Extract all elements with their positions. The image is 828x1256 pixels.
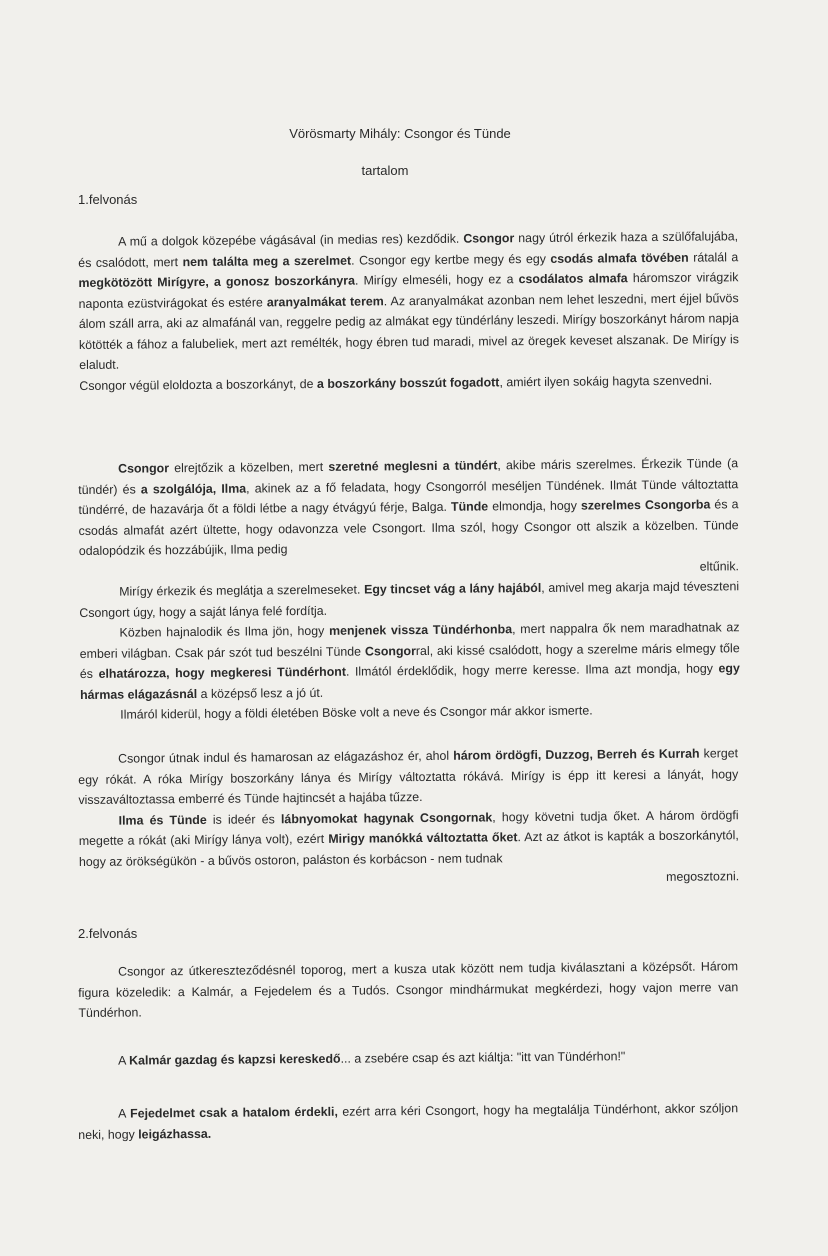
paragraph-5: A Kalmár gazdag és kapzsi kereskedő... a zsebére csap és azt kiáltja: "itt van Tündérhon!" — [118, 1049, 626, 1068]
paragraph-1: A mű a dolgok közepébe vágásával (in medias res) kezdődik. Csongor nagy útról érkezik haza a szülőfalujába, és csalódott, mert nem találta meg a szerelmet. Csongor egy kertbe megy és egy csodás almafa tövében rátalál a megkötözött Mirígyre, a gonosz boszorkányra. Mirígy elmeséli, hogy ez a csodálatos almafa háromszor virágzik naponta ezüstvirágokat és estére aranyalmákat terem. Az aranyalmákat azonban nem lehet leszedni, mert éjjel bűvös álom száll arra, aki az almafánál van, reggelre pedig az almákat egy tündérlány leszedi. Mirígy boszorkányt három napja kötötték a fához a falubeliek, mert azt remélték, hogy ébren tud maradi, mivel az öregek keveset alszanak. De Mirígy is elaludt. Csongor végül eloldozta a boszorkányt, de a boszorkány bosszút fogadott, amiért ilyen sokáig hagyta szenvedni. — [78, 229, 740, 393]
act-2-heading: 2.felvonás — [78, 926, 138, 941]
paragraph-4: Csongor az útkereszteződésnél toporog, mert a kusza utak között nem tudja kiválasztani a középsőt. Három figura közeledik: a Kalmár, a Fejedelem és a Tudós. Csongor mindhármukat megkérdezi, hogy vajon merre van Tündérhon. — [78, 959, 739, 1020]
document-subtitle: tartalom — [361, 163, 409, 178]
act-1-heading: 1.felvonás — [78, 192, 138, 207]
paragraph-2: Csongor elrejtőzik a közelben, mert szeretné meglesni a tündért, akibe máris szerelmes. Érkezik Tünde (a tündér) és a szolgálója, Ilma, akinek az a fő feladata, hogy Csongorról meséljen Tündének. Ilmát Tünde változtatta tündérré, de hazavárja őt a földi létbe a nagy étvágyú férje, Balga. Tünde elmondja, hogy szerelmes Csongorba és a csodás almafát azért ültette, hogy odavonzza vele Csongort. Ilma szól, hogy Csongor ott alszik a közelben. Tünde odalopódzik és hozzábújik, Ilma pedig eltűnik. Mirígy érkezik és meglátja a szerelmeseket. Egy tincset vág a lány hajából, amivel meg akarja majd téveszteni Csongort úgy, hogy a saját lánya felé fordítja. Közben hajnalodik és Ilma jön, hogy menjenek vissza Tündérhonba, mert nappalra ők nem maradhatnak az emberi világban. Csak pár szót tud beszélni Tünde Csongorral, aki kissé csalódott, hogy a szerelme máris elmegy tőle és elhatározza, hogy megkeresi Tündérhont. Ilmától érdeklődik, hogy merre keresse. Ilma azt mondja, hogy egy hármas elágazásnál a középső lesz a jó út. Ilmáról kiderül, hogy a földi életében Böske volt a neve és Csongor már akkor ismerte. — [78, 456, 740, 722]
paragraph-6: A Fejedelmet csak a hatalom érdekli, ezért arra kéri Csongort, hogy ha megtalálja Tündérhont, akkor szóljon neki, hogy leigázhassa. — [78, 1101, 739, 1142]
document-title: Vörösmarty Mihály: Csongor és Tünde — [289, 126, 511, 141]
paragraph-3: Csongor útnak indul és hamarosan az elágazáshoz ér, ahol három ördögfi, Duzzog, Berreh és Kurrah kerget egy rókát. A róka Mirígy boszorkány lánya és Mirígy változtatta rókává. Mirígy is épp itt keresi a lányát, hogy visszaváltoztassa emberré és Tünde hajtincsét a hajába tűzze. Ilma és Tünde is ideér és lábnyomokat hagynak Csongornak, hogy követni tudja őket. A három ördögfi megette a rókát (aki Mirígy lánya volt), ezért Mirigy manókká változtatta őket. Azt az átkot is kapták a boszorkánytól, hogy az örökségükön - a bűvös ostoron, paláston és korbácson - nem tudnak megosztozni. — [78, 746, 740, 884]
